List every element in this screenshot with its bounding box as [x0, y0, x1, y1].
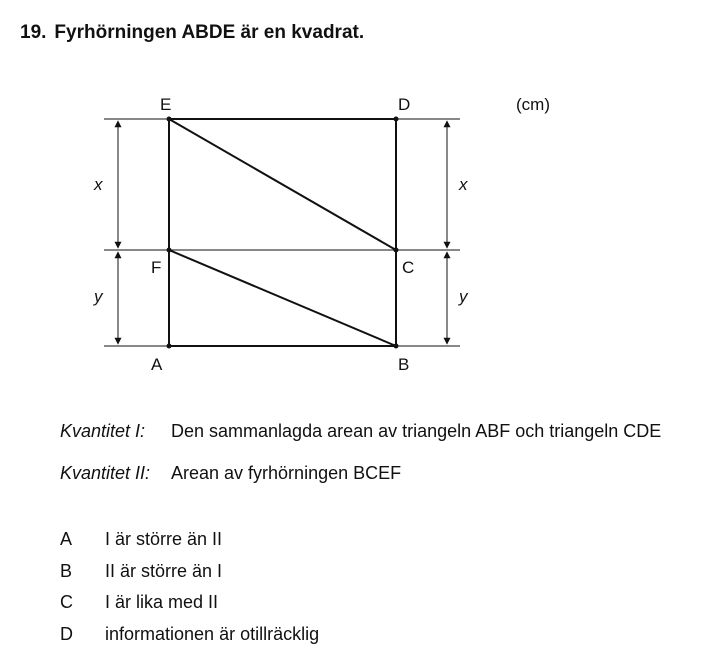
answer-option-text: I är större än II — [105, 529, 223, 549]
unit-label: (cm) — [516, 95, 550, 114]
vertex-b-dot — [394, 344, 399, 349]
vertex-e-dot — [167, 117, 172, 122]
quantity-two-text: Arean av fyrhörningen BCEF — [171, 463, 402, 483]
answer-option-c[interactable] — [60, 591, 319, 623]
answer-option-text: informationen är otillräcklig — [105, 623, 320, 644]
right-y-label: y — [459, 287, 468, 306]
answer-option-letter: C — [60, 592, 73, 612]
answer-option-letter: B — [60, 560, 73, 581]
answer-option-letter: A — [60, 529, 73, 549]
point-label-b: B — [398, 355, 410, 374]
answer-option-text: I är lika med II — [105, 592, 219, 612]
left-y-label: y — [94, 287, 103, 306]
quantity-one-text: Den sammanlagda arean av triangeln ABF och triangeln CDE — [171, 421, 662, 441]
answer-option-letter: D — [60, 623, 73, 644]
point-label-a: A — [151, 355, 163, 374]
quantity-two-label: Kvantitet II: — [60, 463, 151, 483]
right-x-label: x — [459, 175, 468, 194]
vertex-c-dot — [394, 248, 399, 253]
point-label-f: F — [151, 258, 162, 277]
answer-option-d[interactable] — [60, 623, 319, 655]
segment-ec — [169, 119, 396, 250]
quantity-one-label: Kvantitet I: — [60, 421, 146, 441]
point-label-d: D — [398, 95, 411, 114]
answer-options — [60, 528, 319, 654]
vertex-a-dot — [167, 344, 172, 349]
point-label-c: C — [402, 258, 415, 277]
question-text: Fyrhörningen ABDE är en kvadrat. — [54, 22, 365, 43]
segment-fb — [169, 250, 396, 346]
quantity-one — [60, 421, 661, 442]
answer-option-text: II är större än I — [105, 560, 223, 581]
vertex-f-dot — [167, 248, 172, 253]
vertex-d-dot — [394, 117, 399, 122]
answer-option-b[interactable] — [60, 560, 319, 592]
point-label-e: E — [160, 95, 172, 114]
quantity-two — [60, 463, 401, 484]
left-x-label: x — [94, 175, 103, 194]
answer-option-a[interactable] — [60, 528, 319, 560]
question-number: 19. — [20, 22, 47, 43]
